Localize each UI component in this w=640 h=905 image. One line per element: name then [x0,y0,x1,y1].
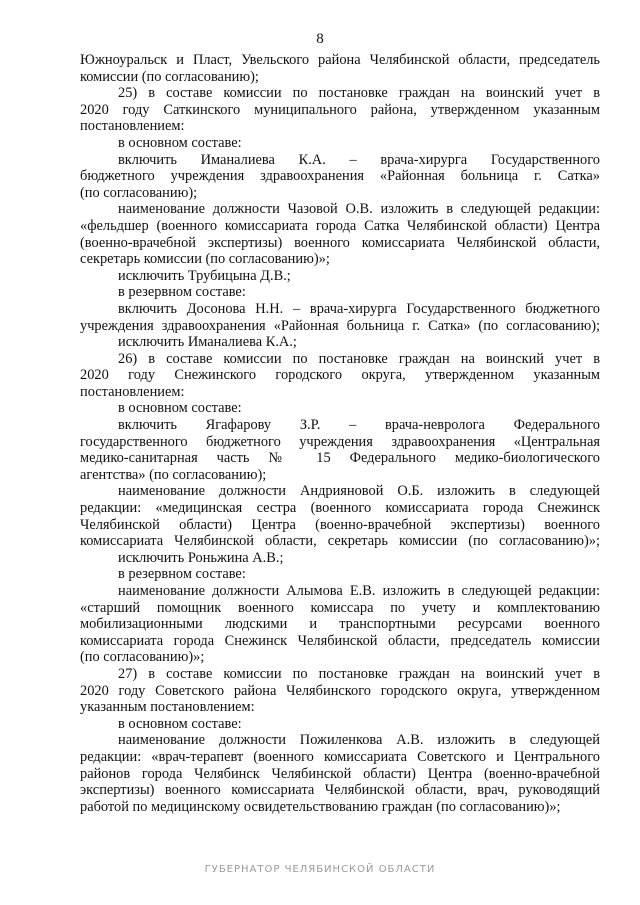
text-line: в основном составе: [118,134,242,151]
text-line: в резервном составе: [118,284,246,301]
text-line: исключить Иманалиева К.А.; [118,334,297,351]
text-line: мобилизационными людскими и транспортными ресурсами военного [80,616,600,633]
text-line: постановлением: [80,383,185,400]
text-line: редакции: «медицинская сестра (военного комиссариата города Снежинск [80,500,600,517]
text-line: бюджетного учреждения здравоохранения «Районная больница г. Сатка» [80,168,600,185]
text-line: постановлением: [80,118,185,135]
text-line: в основном составе: [118,715,242,732]
text-line: агентства» (по согласованию); [80,466,267,483]
text-line: исключить Трубицына Д.В.; [118,267,291,284]
text-line: работой по медицинскому освидетельствованию граждан (по согласованию)»; [80,798,561,815]
text-line: Челябинской области) Центра (военно-врачебной экспертизы) военного [80,516,600,533]
text-line: Южноуральск и Пласт, Увельского района Челябинской области, председатель [80,52,600,68]
text-line: медико-санитарная часть № 15 Федерального медико-биологического [80,450,600,467]
text-line: (военно-врачебной экспертизы) военного комиссариата Челябинской области, [80,234,600,251]
text-line: (по согласованию)»; [80,649,205,666]
text-line: 2020 году Советского района Челябинского городского округа, утвержденном [80,682,600,699]
text-line: включить Досонова Н.Н. – врача-хирурга Государственного бюджетного [118,300,600,317]
text-line: комиссариата Челябинской области, секретарь комиссии (по согласованию)»; [80,533,600,550]
text-line: секретарь комиссии (по согласованию)»; [80,251,330,268]
text-line: указанным постановлением: [80,699,255,716]
text-line: 27) в составе комиссии по постановке граждан на воинский учет в [118,665,600,682]
text-line: наименование должности Андрияновой О.Б. изложить в следующей [118,483,600,500]
text-line: включить Ягафарову З.Р. – врача-невролога Федерального [118,417,600,434]
text-line: «старший помощник военного комиссара по учету и комплектованию [80,599,600,616]
text-line: наименование должности Чазовой О.В. изложить в следующей редакции: [118,201,600,218]
text-line: государственного бюджетного учреждения здравоохранения «Центральная [80,433,600,450]
text-line: в основном составе: [118,400,242,417]
text-line: редакции: «врач-терапевт (военного комиссариата Советского и Центрального [80,748,600,765]
text-line: 2020 году Снежинского городского округа, утвержденном указанным [80,367,600,384]
text-line: 25) в составе комиссии по постановке граждан на воинский учет в [118,85,600,102]
text-line: районов города Челябинск Челябинской области) Центра (военно-врачебной [80,765,600,782]
text-line: включить Иманалиева К.А. – врача-хирурга Государственного [118,151,600,168]
text-line: учреждения здравоохранения «Районная больница г. Сатка» (по согласованию); [80,317,600,334]
text-line: наименование должности Алымова Е.В. изложить в следующей редакции: [118,583,600,599]
text-line: 26) в составе комиссии по постановке граждан на воинский учет в [118,350,600,367]
text-line: наименование должности Пожиленкова А.В. изложить в следующей [118,732,600,749]
text-line: «фельдшер (военного комиссариата города Сатка Челябинской области) Центра [80,217,600,234]
text-line: в резервном составе: [118,566,246,583]
document-body [80,52,600,815]
text-line: (по согласованию); [80,184,198,201]
text-line: комиссариата города Снежинск Челябинской области, председатель комиссии [80,632,600,649]
text-line: исключить Роньжина А.В.; [118,549,284,566]
text-line: 2020 году Саткинского муниципального района, утвержденном указанным [80,101,600,118]
footer-watermark: ГУБЕРНАТОР ЧЕЛЯБИНСКОЙ ОБЛАСТИ [204,864,436,875]
text-line: комиссии (по согласованию); [80,68,259,85]
text-line: экспертизы) военного комиссариата Челябинской области, врач, руководящий [80,782,600,799]
page-number: 8 [316,31,324,47]
